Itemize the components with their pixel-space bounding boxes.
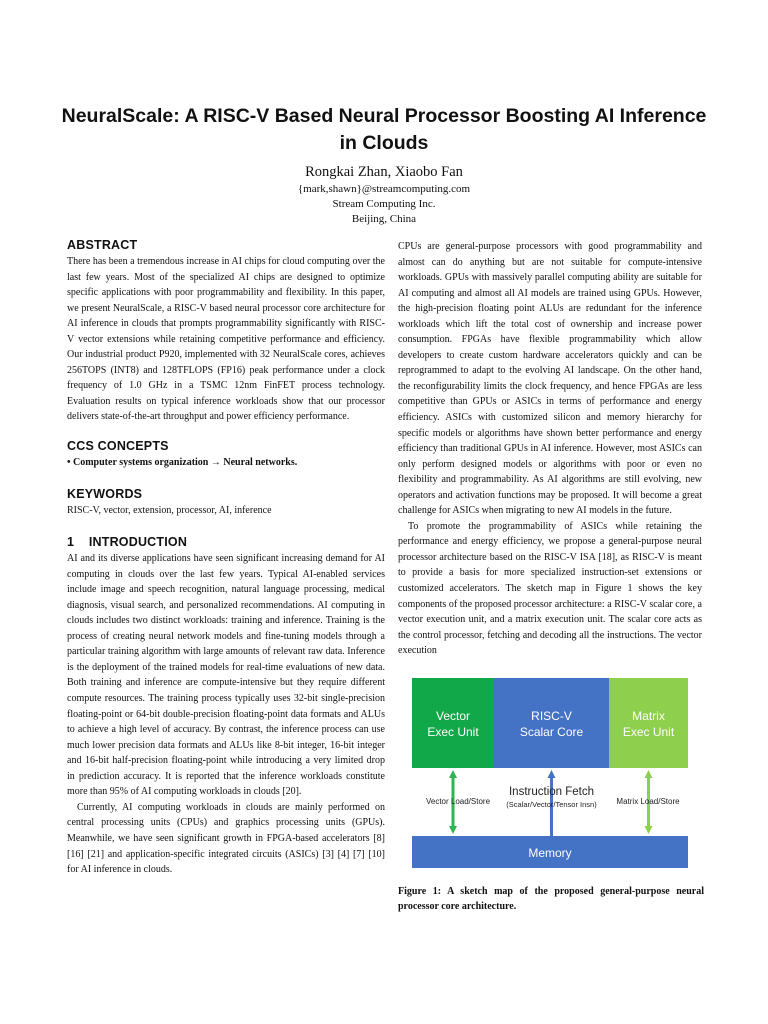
author-email: {mark,shawn}@streamcomputing.com	[297, 183, 471, 195]
memory-label: Memory	[528, 846, 572, 860]
author-names: Rongkai Zhan, Xiaobo Fan	[305, 164, 463, 180]
instruction-fetch-sublabel: (Scalar/Vector/Tensor Insn)	[506, 800, 597, 809]
riscv-core-label-1: RISC-V	[531, 709, 572, 723]
ccs-text: • Computer systems organization → Neural networks.	[67, 457, 298, 469]
abstract-text: There has been a tremendous increase in AI chips for cloud computing over the last few years. Most of the specialized AI chips are designed to optimize specific applications with poor programmability and flexibility. In this paper, we present NeuralScale, a RISC-V based neural processor core architecture for AI inference in clouds that prompts programmability significantly with RISC-V vector extensions while retaining competitive performance and efficiency. Our industrial product P920, implemented with 32 NeuralScale cores, achieves 256TOPS (INT8) and 128TFLOPS (FP16) peak performance under a clock frequency of 1.0 GHz in a TSMC 12nm FinFET process technology. Evaluation results on typical inference workloads show that our processor delivers state-of-the-art throughput and power efficiency performance.	[67, 256, 385, 423]
instruction-fetch-label: Instruction Fetch	[508, 786, 595, 798]
matrix-unit-label-1: Matrix	[632, 709, 665, 723]
abstract-heading: ABSTRACT	[67, 238, 138, 252]
matrix-unit-box	[609, 678, 688, 768]
intro-paragraph-1: AI and its diverse applications have seen significant increasing demand for AI computing in clouds over the last few years. Typical AI-enabled services include image and speech recognition, natural language processing, medical diagnosis, visual search, and personalized recommendations. AI computing in clouds includes two distinct workloads: training and inference. Training is the process of creating neural network models and fine-tuning models through a particular training algorithm with large amounts of relevant raw data. Inference is the deployment of the trained models for real-time evaluations of new data. Both training and inference are compute-intensive but they require different compute resources. The training process typically uses 32-bit single-precision floating-point or 64-bit double-precision floating-point data formats and ALUs to achieve a high level of accuracy. By contrast, the inference process can use much lower precision data formats and ALUs like 8-bit integer, 16-bit integer and 16-bit half-precision floating-point while introducing a very limited drop in prediction accuracy. It is reported that the inference workloads constitute more than 95% of AI computing workloads in clouds [20].	[67, 553, 385, 798]
keywords-text: RISC-V, vector, extension, processor, AI, inference	[67, 504, 272, 516]
left-column	[67, 236, 385, 878]
vector-unit-label-2: Exec Unit	[427, 725, 479, 739]
intro-paragraph-3: CPUs are general-purpose processors with good programmability and almost can do anything but are not suitable for compute-intensive workloads. GPUs with massively parallel computing ability are suitable for AI computing and almost all AI models are trained using GPUs. However, the high-precision floating point ALUs are redundant for the inference workloads which lift the total cost of ownership and increase power consumption. FPGAs have flexible programmability which allow developers to create custom hardware accelerators quickly and can be reprogrammed to adapt to the evolving AI landscape. On the other hand, the reconfigurability limits the clock frequency, and hence FPGAs are less competitive than GPUs or ASICs in terms of performance and energy efficiency. ASICs with customized silicon and memory hierarchy for specific models or algorithms have shown better performance and energy efficiency than traditional GPUs in AI inference. However, most ASICs can only perform designed models or algorithms with poor or even no flexibility and programmability. As AI algorithms are still evolving, new operators and activation functions may be proposed. It will become a great challenge for ASICs when migrating to new AI models in the future.	[398, 241, 702, 517]
architecture-diagram	[412, 678, 688, 868]
matrix-load-store-label: Matrix Load/Store	[616, 797, 680, 806]
riscv-core-box	[494, 678, 609, 768]
architecture-figure	[412, 678, 688, 868]
ccs-heading: CCS CONCEPTS	[67, 439, 169, 454]
right-column	[398, 239, 702, 659]
author-location: Beijing, China	[351, 213, 417, 225]
author-affiliation: Stream Computing Inc.	[332, 198, 436, 210]
vector-unit-label-1: Vector	[435, 709, 471, 723]
matrix-unit-label-2: Exec Unit	[622, 725, 675, 739]
paper-title: NeuralScale: A RISC-V Based Neural Processor Boosting AI Inference in Clouds	[61, 105, 707, 154]
intro-paragraph-2: Currently, AI computing workloads in clouds are mainly performed on central processing units (CPUs) and graphics processing units (GPUs). Meanwhile, we have seen significant growth in FPGA-based accelerators [8] [16] [21] and application-specific integrated circuits (ASICs) [3] [4] [7] [10] for AI inference in clouds.	[67, 801, 385, 876]
vector-unit-box	[412, 678, 494, 768]
riscv-core-label-2: Scalar Core	[519, 725, 584, 739]
vector-load-store-label: Vector Load/Store	[425, 797, 491, 806]
figure-caption: Figure 1: A sketch map of the proposed general-purpose neural processor core architecture.	[398, 886, 704, 912]
intro-paragraph-4: To promote the programmability of ASICs while retaining the performance and energy efficiency, we propose a general-purpose neural processor architecture based on the RISC-V ISA [18], as RISC-V is meant to provide a basis for more specialized instruction-set extensions or customized accelerators. The sketch map in Figure 1 shows the key components of the proposed processor architecture: a RISC-V scalar core, a vector execution unit, and a matrix execution unit. The scalar core acts as the control processor, fetching and decoding all the instructions. The vector execution	[398, 520, 702, 657]
keywords-heading: KEYWORDS	[67, 486, 143, 501]
intro-heading: 1 INTRODUCTION	[67, 535, 188, 550]
